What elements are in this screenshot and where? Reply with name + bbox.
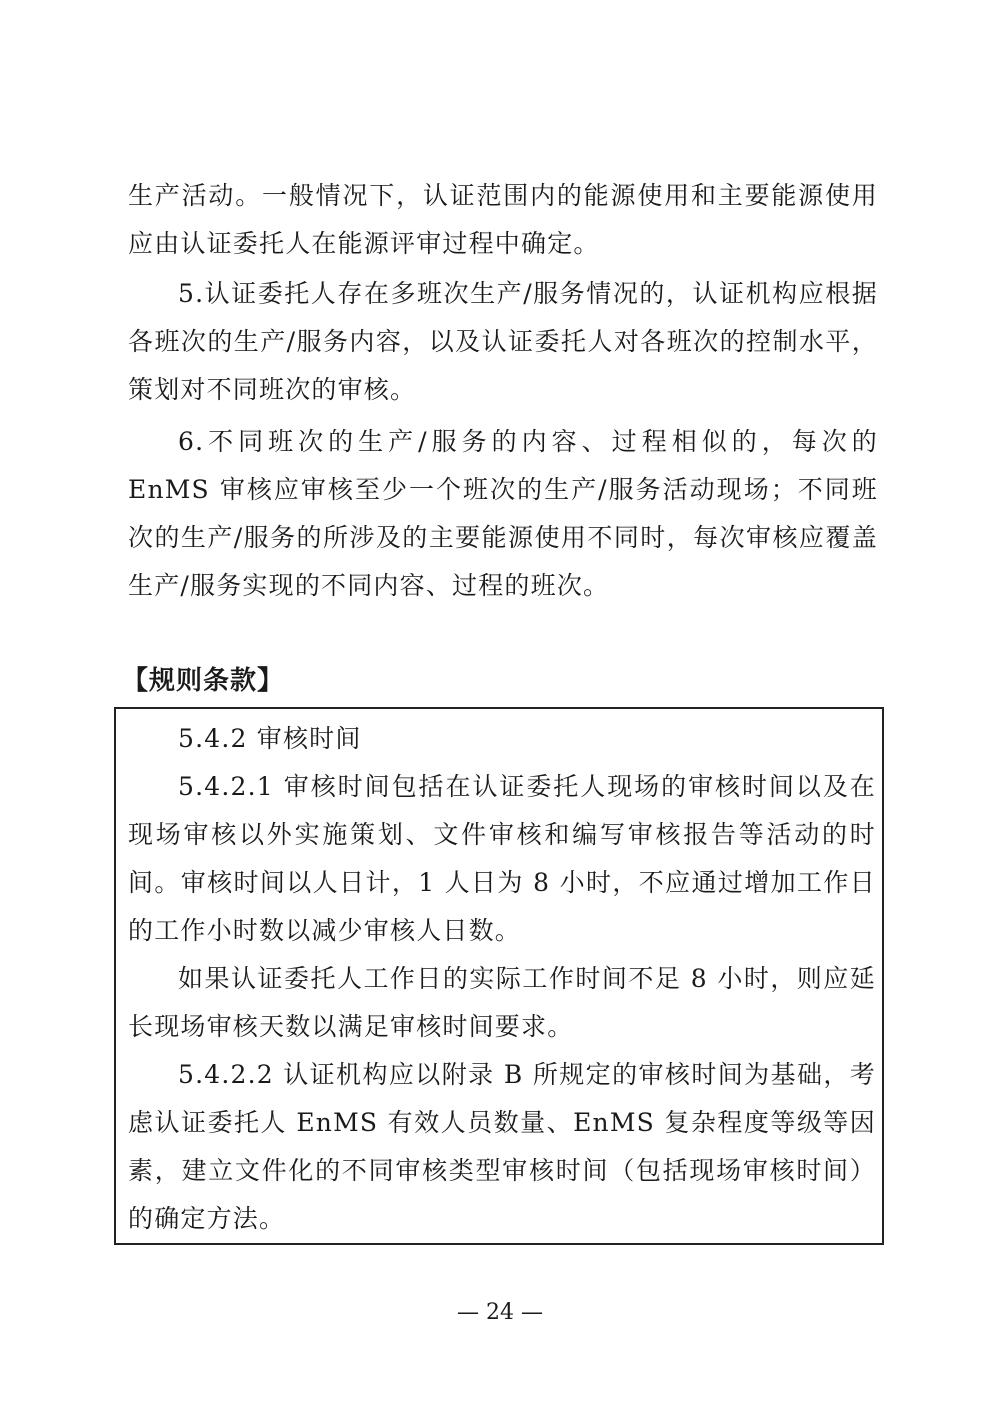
body-paragraph: 生产活动。一般情况下，认证范围内的能源使用和主要能源使用应由认证委托人在能源评审过程中确定。 (128, 181, 878, 258)
rule-clause: 如果认证委托人工作日的实际工作时间不足 8 小时，则应延长现场审核天数以满足审核时间要求。 (128, 964, 876, 1041)
body-paragraph: 5.认证委托人存在多班次生产/服务情况的，认证机构应根据各班次的生产/服务内容，以及认证委托人对各班次的控制水平，策划对不同班次的审核。 (128, 279, 878, 404)
rule-clause: 5.4.2.2 认证机构应以附录 B 所规定的审核时间为基础，考虑认证委托人 EnMS 有效人员数量、EnMS 复杂程度等级等因素，建立文件化的不同审核类型审核时间（包括现场审核时间）的确定方法。 (128, 1060, 876, 1233)
rule-clause-title: 5.4.2 审核时间 (178, 724, 362, 753)
rule-clause: 5.4.2.1 审核时间包括在认证委托人现场的审核时间以及在现场审核以外实施策划、文件审核和编写审核报告等活动的时间。审核时间以人日计，1 人日为 8 小时，不应通过增加工作日的工作小时数以减少审核人日数。 (128, 772, 876, 945)
rules-box (114, 707, 884, 1245)
rules-heading: 【规则条款】 (122, 666, 285, 696)
page-number: — 24 — (457, 1300, 543, 1325)
body-paragraph: 6.不同班次的生产/服务的内容、过程相似的，每次的 EnMS 审核应审核至少一个班次的生产/服务活动现场；不同班次的生产/服务的所涉及的主要能源使用不同时，每次审核应覆盖生产/服务实现的不同内容、过程的班次。 (128, 427, 878, 600)
